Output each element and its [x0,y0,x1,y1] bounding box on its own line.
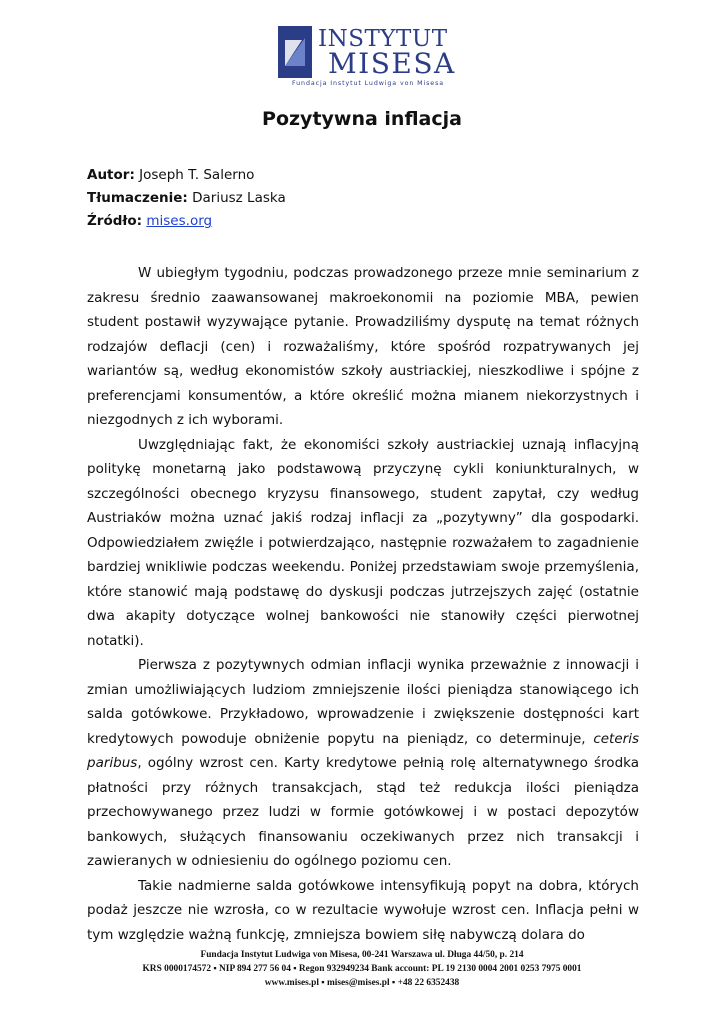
article-meta [87,164,286,233]
logo-mark-icon [278,26,314,80]
source-label: Źródło: [87,213,143,229]
logo-text-instytut: INSTYTUT [318,26,448,52]
author-line [87,164,286,187]
institute-logo [276,24,456,88]
paragraph-3-part-2: , ogólny wzrost cen. Karty kredytowe pełnią rolę alternatywnego środka płatności przy różnych transakcjach, stąd też redukcja ilości pieniądza przechowywanego przez ludzi w formie gotówkowej i w postaci depozytów bankowych, służących finansowaniu oczekiwanych przez nich transakcji i zawieranych w odniesieniu do ogólnego poziomu cen. [87,755,639,869]
paragraph-3 [87,653,639,874]
footer-registration: KRS 0000174572 ▪ NIP 894 277 56 04 ▪ Regon 932949234 Bank account: PL 19 2130 0004 2001 0253 7975 0001 [142,964,582,974]
source-line [87,210,286,233]
paragraph-4: Takie nadmierne salda gotówkowe intensyfikują popyt na dobra, których podaż jeszcze nie wzrosła, co w rezultacie wywołuje wzrost cen. Inflacja pełni w tym względzie ważną funkcję, zmniejsza bowiem siłę nabywczą dolara do [87,877,639,943]
logo-subtitle: Fundacja Instytut Ludwiga von Misesa [291,80,445,87]
author-label: Autor: [87,167,135,183]
source-link[interactable]: mises.org [146,213,213,229]
footer-address: Fundacja Instytut Ludwiga von Misesa, 00-241 Warszawa ul. Długa 44/50, p. 214 [200,950,524,960]
author-name: Joseph T. Salerno [139,167,255,183]
footer-contact: www.mises.pl ▪ mises@mises.pl ▪ +48 22 6352438 [264,978,460,988]
paragraph-3-emphasis: ceteris paribus [87,730,639,771]
paragraph-2: Uwzględniając fakt, że ekonomiści szkoły austriackiej uznają inflacyjną politykę monetarną jako podstawową przyczynę cykli koniunkturalnych, w szczególności obecnego kryzysu finansowego, student zapytał, czy według Austriaków można uznać jakiś rodzaj inflacji za „pozytywny” dla gospodarki. Odpowiedziałem zwięźle i potwierdzająco, następnie rozważałem to zagadnienie bardziej wnikliwie podczas weekendu. Poniżej przedstawiam swoje przemyślenia, które stanowić mają podstawę do dyskusji podczas jutrzejszych zajęć (ostatnie dwa akapity dotyczące wolnej bankowości nie stanowiły części pierwotnej notatki). [87,436,639,649]
article-body [87,261,639,947]
paragraph-3-part-1: Pierwsza z pozytywnych odmian inflacji wynika przeważnie z innowacji i zmian umożliwiających ludziom zmniejszenie ilości pieniądza stanowiącego ich salda gotówkowe. Przykładowo, wprowadzenie i zwiększenie dostępności kart kredytowych powoduje obniżenie popytu na pieniądz, co determinuje, [87,657,639,747]
translator-name: Dariusz Laska [192,190,286,206]
translator-label: Tłumaczenie: [87,190,188,206]
document-title: Pozytywna inflacja [262,108,462,130]
paragraph-1: W ubiegłym tygodniu, podczas prowadzonego przeze mnie seminarium z zakresu średnio zaawansowanej makroekonomii na poziomie MBA, pewien student postawił wyzywające pytanie. Prowadziliśmy dysputę na temat różnych rodzajów deflacji (cen) i rozważaliśmy, które spośród rozpatrywanych jej wariantów są, według ekonomistów szkoły austriackiej, nieszkodliwe i spójne z preferencjami konsumentów, a które określić można mianem niekorzystnych i niezgodnych z ich wyborami. [87,265,639,428]
translator-line [87,187,286,210]
page-footer [0,948,724,990]
logo-text-misesa: MISESA [328,47,456,80]
